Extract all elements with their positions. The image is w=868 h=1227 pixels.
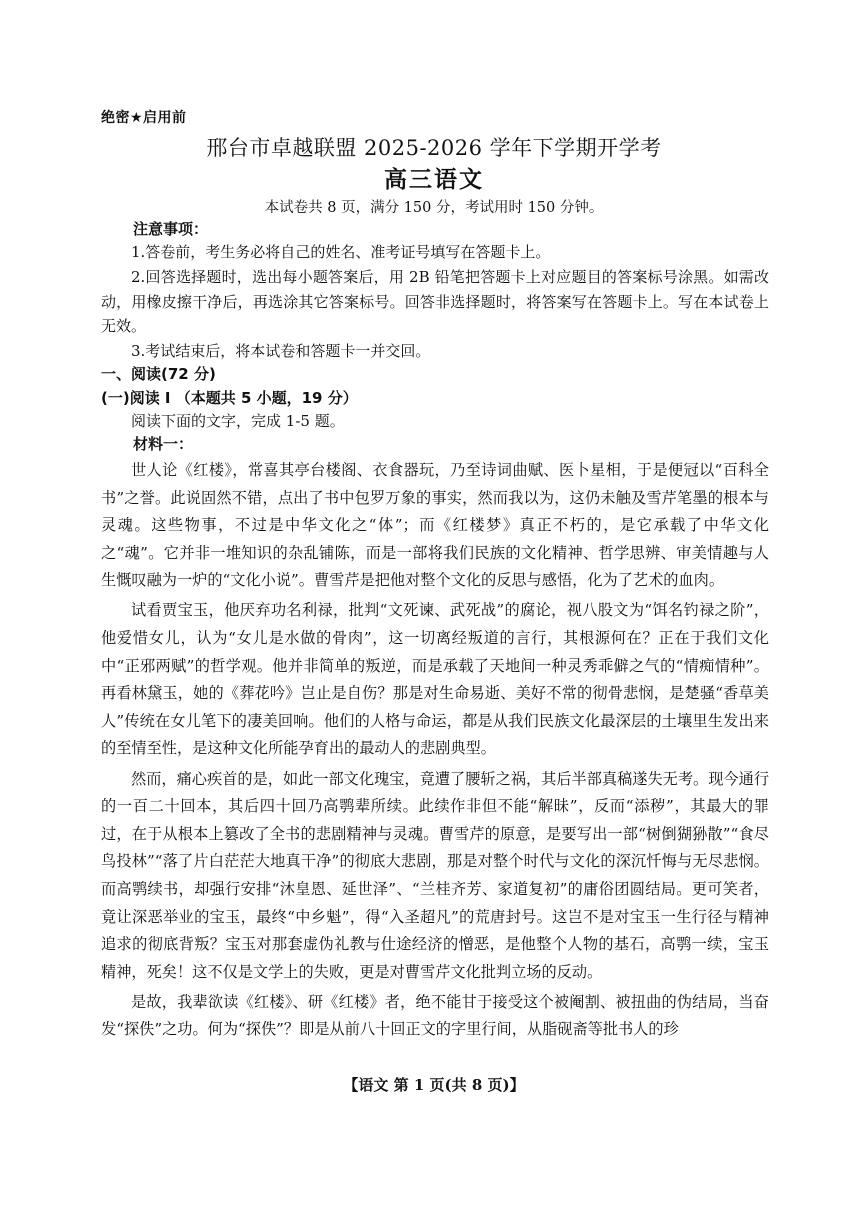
notice-item-2: 2.回答选择题时，选出每小题答案后，用 2B 铅笔把答题卡上对应题目的答案标号涂黑。如需改动，用橡皮擦干净后，再选涂其它答案标号。回答非选择题时，将答案写在答题卡上。写在本试卷上无效。 bbox=[101, 268, 769, 335]
page-footer: 【语文 第 1 页(共 8 页)】 bbox=[343, 1076, 525, 1094]
passage bbox=[101, 457, 769, 1046]
subsection-heading: (一)阅读 I （本题共 5 小题，19 分） bbox=[101, 389, 358, 407]
section-heading: 一、阅读(72 分) bbox=[101, 365, 216, 383]
exam-meta: 本试卷共 8 页，满分 150 分，考试用时 150 分钟。 bbox=[264, 200, 604, 216]
passage-paragraph-2: 试看贾宝玉，他厌弃功名利禄，批判“文死谏、武死战”的腐论，视八股文为“饵名钓禄之阶”，他爱惜女儿，认为“女儿是水做的骨肉”，这一切离经叛道的言行，其根源何在？正在于我们文化中“正邪两赋”的哲学观。他并非简单的叛逆，而是承载了天地间一种灵秀乖僻之气的“情痴情种”。再看林黛玉，她的《葬花吟》岂止是自伤？那是对生命易逝、美好不常的彻骨悲悯，是楚骚“香草美人”传统在女儿笔下的凄美回响。他们的人格与命运，都是从我们民族文化最深层的土壤里生发出来的至情至性，是这种文化所能孕育出的最动人的悲剧典型。 bbox=[101, 601, 769, 758]
passage-paragraph-3: 然而，痛心疾首的是，如此一部文化瑰宝，竟遭了腰斩之祸，其后半部真稿遂失无考。现今通行的一百二十回本，其后四十回乃高鹗辈所续。此续作非但不能“解昧”，反而“添秽”，其最大的罪过，在于从根本上篡改了全书的悲剧精神与灵魂。曹雪芹的原意，是要写出一部“树倒猢狲散”“食尽鸟投林”“落了片白茫茫大地真干净”的彻底大悲剧，那是对整个时代与文化的深沉忏悔与无尽悲悯。而高鹗续书，却强行安排“沐皇恩、延世泽”、“兰桂齐芳、家道复初”的庸俗团圆结局。更可笑者，竟让深恶举业的宝玉，最终“中乡魁”，得“入圣超凡”的荒唐封号。这岂不是对宝玉一生行径与精神追求的彻底背叛？宝玉对那套虚伪礼教与仕途经济的憎恶，是他整个人物的基石，高鹗一续，宝玉精神，死矣！这不仅是文学上的失败，更是对曹雪芹文化批判立场的反动。 bbox=[101, 769, 769, 981]
notice-heading: 注意事项： bbox=[133, 220, 209, 238]
passage-paragraph-4: 是故，我辈欲读《红楼》、研《红楼》者，绝不能甘于接受这个被阉割、被扭曲的伪结局，当奋发“探佚”之功。何为“探佚”？即是从前八十回正文的字里行间，从脂砚斋等批书人的珍 bbox=[101, 992, 769, 1039]
material-label: 材料一： bbox=[133, 435, 194, 453]
confidential-label: 绝密★启用前 bbox=[101, 110, 187, 126]
subject-title: 高三语文 bbox=[384, 167, 484, 193]
reading-instruction: 阅读下面的文字，完成 1-5 题。 bbox=[131, 412, 345, 430]
passage-paragraph-1: 世人论《红楼》，常喜其亭台楼阁、衣食器玩，乃至诗词曲赋、医卜星相，于是便冠以“百科全书”之誉。此说固然不错，点出了书中包罗万象的事实，然而我以为，这仍未触及雪芹笔墨的根本与灵魂。这些物事，不过是中华文化之“体”；而《红楼梦》真正不朽的，是它承载了中华文化之“魂”。它并非一堆知识的杂乱铺陈，而是一部将我们民族的文化精神、哲学思辨、审美情趣与人生慨叹融为一炉的“文化小说”。曹雪芹是把他对整个文化的反思与感悟，化为了艺术的血肉。 bbox=[101, 461, 769, 590]
notice-item-1: 1.答卷前，考生务必将自己的姓名、准考证号填写在答题卡上。 bbox=[131, 243, 551, 261]
exam-title: 邢台市卓越联盟 2025-2026 学年下学期开学考 bbox=[206, 136, 662, 160]
notice-item-3: 3.考试结束后，将本试卷和答题卡一并交回。 bbox=[131, 342, 431, 360]
